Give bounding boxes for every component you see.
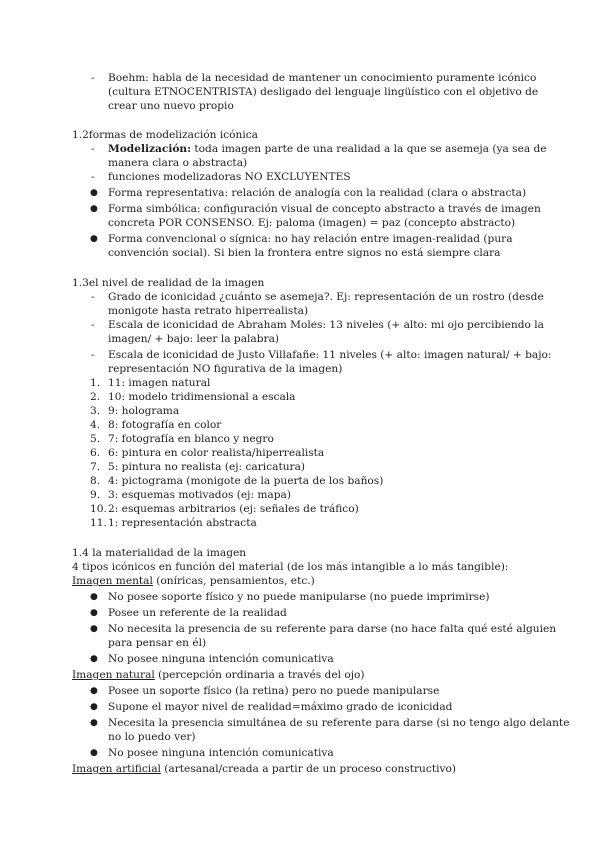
list-number: 5.: [90, 433, 101, 445]
materialidad-intro: 4 tipos icónicos en función del material (de los más intangible a lo más tangible):: [72, 561, 509, 573]
escala-villafane-line-2: representación NO figurativa de la imagen): [108, 363, 343, 375]
mental-bullet: No necesita la presencia de su referente para darse (no hace falta qué esté alguien: [108, 623, 557, 635]
dot-bullet-icon: ●: [90, 624, 98, 634]
scale-item: 10: modelo tridimensional a escala: [108, 391, 296, 403]
dot-bullet-icon: ●: [90, 234, 98, 244]
imagen-natural-line: [72, 668, 365, 682]
scale-item: 6: pintura en color realista/hiperrealista: [108, 447, 325, 459]
section-heading-1-2: 1.2formas de modelización icónica: [72, 129, 258, 141]
boehm-line-1: Boehm: habla de la necesidad de mantener un conocimiento puramente icónico: [108, 72, 537, 84]
scale-item: 7: fotografía en blanco y negro: [108, 433, 274, 445]
list-number: 6.: [90, 447, 101, 459]
scale-item: 8: fotografía en color: [108, 419, 222, 431]
grado-iconicidad-line-1: Grado de iconicidad ¿cuánto se asemeja?. Ej: representación de un rostro (desde: [108, 291, 544, 303]
dot-bullet-icon: ●: [90, 686, 98, 696]
dot-bullet-icon: ●: [90, 748, 98, 758]
dash-bullet: -: [91, 319, 95, 331]
forma-representativa-line: Forma representativa: relación de analogía con la realidad (clara o abstracta): [108, 187, 527, 199]
section-heading-1-3: 1.3el nivel de realidad de la imagen: [72, 277, 265, 289]
imagen-mental-title: Imagen mental: [72, 575, 153, 587]
scale-item: 4: pictograma (monigote de la puerta de los baños): [108, 475, 384, 487]
dash-bullet: -: [91, 143, 95, 155]
modelizacion-line-2: manera clara o abstracta): [108, 157, 248, 169]
natural-bullet-cont: no lo puedo ver): [108, 731, 196, 743]
imagen-artificial-title: Imagen artificial: [72, 763, 161, 775]
mental-bullet: No posee soporte físico y no puede manipularse (no puede imprimirse): [108, 591, 490, 603]
section-heading-1-4: 1.4 la materialidad de la imagen: [72, 547, 247, 559]
scale-item: 1: representación abstracta: [108, 517, 257, 529]
dot-bullet-icon: ●: [90, 608, 98, 618]
mental-bullet: Posee un referente de la realidad: [108, 607, 287, 619]
modelizacion-term: Modelización:: [108, 143, 192, 155]
boehm-line-3: crear uno nuevo propio: [108, 100, 234, 112]
list-number: 1.: [90, 377, 101, 389]
funciones-line: funciones modelizadoras NO EXCLUYENTES: [108, 171, 351, 183]
escala-moles-line-1: Escala de iconicidad de Abraham Moles: 13 niveles (+ alto: mi ojo percibiendo la: [108, 319, 544, 331]
modelizacion-line-1: [108, 142, 547, 156]
list-number: 9.: [90, 489, 101, 501]
dot-bullet-icon: ●: [90, 204, 98, 214]
escala-moles-line-2: imagen/ + bajo: leer la palabra): [108, 333, 280, 345]
list-number: 7.: [90, 461, 101, 473]
forma-simbolica-line-2: concreta POR CONSENSO. Ej: paloma (imagen) = paz (concepto abstracto): [108, 217, 516, 229]
imagen-mental-line: [72, 574, 315, 588]
imagen-natural-desc: (percepción ordinaria a través del ojo): [154, 669, 365, 681]
dash-bullet: -: [91, 171, 95, 183]
dot-bullet-icon: ●: [90, 718, 98, 728]
imagen-artificial-line: [72, 762, 456, 776]
modelizacion-text: toda imagen parte de una realidad a la que se asemeja (ya sea de: [191, 143, 547, 155]
dash-bullet: -: [91, 291, 95, 303]
natural-bullet: Supone el mayor nivel de realidad=máximo grado de iconicidad: [108, 701, 453, 713]
natural-bullet: Necesita la presencia simultánea de su referente para darse (si no tengo algo delante: [108, 717, 570, 729]
list-number: 2.: [90, 391, 101, 403]
natural-bullet: No posee ninguna intención comunicativa: [108, 747, 334, 759]
dash-bullet: -: [91, 349, 95, 361]
dot-bullet-icon: ●: [90, 188, 98, 198]
dot-bullet-icon: ●: [90, 654, 98, 664]
dash-bullet: -: [91, 72, 95, 84]
scale-item: 9: holograma: [108, 405, 180, 417]
scale-item: 3: esquemas motivados (ej: mapa): [108, 489, 291, 501]
list-number: 11.: [90, 517, 107, 529]
scale-item: 5: pintura no realista (ej: caricatura): [108, 461, 306, 473]
forma-convencional-line-2: convención social). Si bien la frontera entre signos no está siempre clara: [108, 247, 501, 259]
mental-bullet: No posee ninguna intención comunicativa: [108, 653, 334, 665]
dot-bullet-icon: ●: [90, 592, 98, 602]
forma-convencional-line-1: Forma convencional o sígnica: no hay relación entre imagen-realidad (pura: [108, 233, 513, 245]
mental-bullet-cont: para pensar en él): [108, 637, 207, 649]
list-number: 8.: [90, 475, 101, 487]
dot-bullet-icon: ●: [90, 702, 98, 712]
list-number: 4.: [90, 419, 101, 431]
boehm-line-2: (cultura ETNOCENTRISTA) desligado del lenguaje lingüístico con el objetivo de: [108, 86, 539, 98]
natural-bullet: Posee un soporte físico (la retina) pero no puede manipularse: [108, 685, 440, 697]
forma-simbolica-line-1: Forma simbólica: configuración visual de concepto abstracto a través de imagen: [108, 203, 541, 215]
list-number: 10.: [90, 503, 107, 515]
scale-item: 11: imagen natural: [108, 377, 211, 389]
imagen-natural-title: Imagen natural: [72, 669, 155, 681]
imagen-artificial-desc: (artesanal/creada a partir de un proceso constructivo): [160, 763, 456, 775]
imagen-mental-desc: (oníricas, pensamientos, etc.): [152, 575, 315, 587]
grado-iconicidad-line-2: monigote hasta retrato hiperrealista): [108, 305, 309, 317]
escala-villafane-line-1: Escala de iconicidad de Justo Villafañe: 11 niveles (+ alto: imagen natural/ + bajo:: [108, 349, 552, 361]
scale-item: 2: esquemas arbitrarios (ej: señales de tráfico): [108, 503, 359, 515]
list-number: 3.: [90, 405, 101, 417]
